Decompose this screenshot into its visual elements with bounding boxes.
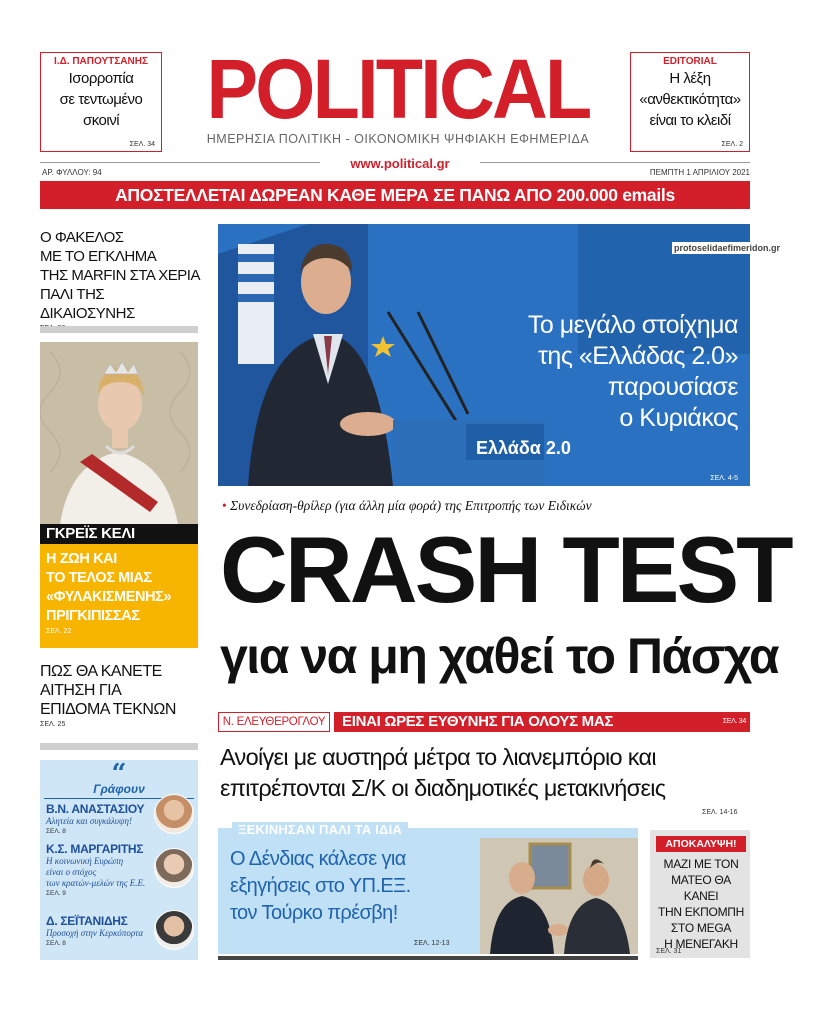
- editorial-line: είναι το κλειδί: [649, 112, 731, 129]
- headline-line: εξηγήσεις στο ΥΠ.ΕΞ.: [230, 875, 411, 897]
- columnist-item[interactable]: [46, 842, 156, 897]
- dendias-story[interactable]: [218, 822, 638, 954]
- revelation-story[interactable]: [650, 830, 750, 958]
- story-line: «ΦΥΛΑΚΙΣΜΕΝΗΣ»: [46, 589, 172, 605]
- story-line: ΤΗΣ MARFIN ΣΤΑ ΧΕΡΙΑ: [40, 267, 200, 284]
- columnist-title: είναι ο στόχος: [46, 867, 97, 877]
- headline-line: ΜΑΤΕΟ ΘΑ ΚΑΝΕΙ: [671, 873, 731, 903]
- caption-line: της «Ελλάδας 2.0»: [538, 342, 738, 370]
- headline-line: Ο Δένδιας κάλεσε για: [230, 848, 406, 870]
- caption-line: Το μεγάλο στοίχημα: [527, 311, 738, 339]
- teaser-author: Ι.Δ. ΠΑΠΟΥΤΣΑΝΗΣ: [54, 56, 148, 67]
- avatar: [154, 848, 194, 888]
- child-benefit-story[interactable]: [40, 662, 200, 728]
- headline-line: τον Τούρκο πρέσβη!: [230, 902, 398, 924]
- masthead-logo[interactable]: POLITICAL: [206, 42, 590, 136]
- deck-line: επιτρέπονται Σ/Κ οι διαδημοτικές μετακινήσεις: [220, 775, 666, 801]
- columnist-item[interactable]: [46, 802, 156, 835]
- page-ref: ΣΕΛ. 22: [46, 628, 72, 635]
- columnists-box: [40, 760, 198, 960]
- story-line: ΕΠΙΔΟΜΑ ΤΕΚΝΩΝ: [40, 701, 176, 718]
- teaser-line: σε τεντωμένο: [59, 91, 143, 108]
- headline-line: ΣΤΟ MEGA: [670, 921, 732, 935]
- story-line: ΠΩΣ ΘΑ ΚΑΝΕΤΕ: [40, 663, 162, 680]
- teaser-line: σκοινί: [82, 112, 120, 129]
- main-headline-secondary[interactable]: για να μη χαθεί το Πάσχα: [220, 628, 779, 684]
- columnist-item[interactable]: [46, 914, 156, 947]
- page-ref: ΣΕΛ. 9: [46, 890, 66, 897]
- column-divider: [40, 326, 198, 333]
- bottom-rule: [218, 956, 638, 960]
- column-divider: [40, 743, 198, 750]
- headline-line: ΤΗΝ ΕΚΠΟΜΠΗ: [657, 905, 745, 919]
- story-line: ΤΟ ΤΕΛΟΣ ΜΙΑΣ: [46, 570, 152, 586]
- caption-line: ο Κυριάκος: [619, 404, 738, 432]
- page-ref: ΣΕΛ. 25: [40, 721, 66, 728]
- main-headline[interactable]: CRASH TEST: [220, 517, 791, 622]
- distribution-banner: ΑΠΟΣΤΕΛΛΕΤΑΙ ΔΩΡΕΑΝ ΚΑΘΕ ΜΕΡΑ ΣΕ ΠΑΝΩ ΑΠΟ 200.000 emails: [40, 181, 750, 209]
- masthead-tagline: ΗΜΕΡΗΣΙΑ ΠΟΛΙΤΙΚΗ - ΟΙΚΟΝΟΜΙΚΗ ΨΗΦΙΑΚΗ ΕΦΗΜΕΡΙΔΑ: [206, 132, 590, 146]
- bullet-icon: •: [222, 498, 227, 513]
- story-line: Ο ΦΑΚΕΛΟΣ: [40, 229, 124, 246]
- opinion-bar[interactable]: [218, 712, 750, 732]
- deck-line: Ανοίγει με αυστηρά μέτρα το λιανεμπόριο και: [220, 744, 656, 770]
- subdeck: [222, 498, 592, 514]
- page-ref: ΣΕΛ. 31: [656, 948, 682, 955]
- page-ref: ΣΕΛ. 34: [129, 141, 155, 148]
- page-ref: ΣΕΛ. 12-13: [414, 940, 450, 947]
- site-url-link[interactable]: www.political.gr: [350, 156, 450, 171]
- revelation-kicker: ΑΠΟΚΑΛΥΨΗ!: [656, 836, 746, 852]
- page-ref: ΣΕΛ. 4-5: [710, 475, 738, 482]
- columnist-title: των κρατών-μελών της Ε.Ε.: [46, 878, 146, 888]
- photo-headline: [528, 310, 738, 434]
- grace-kelly-story[interactable]: [40, 544, 198, 648]
- columnist-title: Προσοχή στην Κερκόπορτα: [46, 928, 144, 938]
- page-ref: ΣΕΛ. 2: [721, 141, 743, 148]
- top-right-editorial[interactable]: [630, 52, 750, 152]
- header-rule: [40, 162, 320, 163]
- columnist-name: Κ.Σ. ΜΑΡΓΑΡΙΤΗΣ: [46, 842, 144, 856]
- dendias-headline: [230, 846, 480, 927]
- dendias-photo: [480, 838, 638, 954]
- opinion-title: [334, 712, 750, 732]
- opinion-author: Ν. ΕΛΕΥΘΕΡΟΓΛΟΥ: [218, 712, 330, 732]
- main-photo[interactable]: [218, 224, 750, 486]
- editorial-kicker: EDITORIAL: [663, 56, 717, 67]
- issue-date: ΠΕΜΠΤΗ 1 ΑΠΡΙΛΙΟΥ 2021: [649, 168, 750, 177]
- story-line: ΜΕ ΤΟ ΕΓΚΛΗΜΑ: [40, 248, 157, 265]
- grace-kelly-label: ΓΚΡΕΪΣ ΚΕΛΙ: [40, 524, 198, 544]
- page-ref: ΣΕΛ. 8: [46, 828, 66, 835]
- site-watermark: protoselidaefimeridon.gr: [674, 243, 781, 253]
- columnist-name: Β.Ν. ΑΝΑΣΤΑΣΙΟΥ: [46, 802, 145, 816]
- opinion-title-text: ΕΙΝΑΙ ΩΡΕΣ ΕΥΘΥΝΗΣ ΓΙΑ ΟΛΟΥΣ ΜΑΣ: [342, 713, 614, 730]
- avatar: [154, 910, 194, 950]
- editorial-line: Η λέξη: [669, 70, 711, 87]
- headline-line: ΜΑΖΙ ΜΕ ΤΟΝ: [663, 857, 739, 871]
- grace-kelly-photo[interactable]: [40, 342, 198, 524]
- columnist-title: Η κοινωνική Ευρώπη: [46, 856, 124, 866]
- issue-number: ΑΡ. ΦΥΛΛΟΥ: 94: [42, 168, 102, 177]
- story-line: ΠΡΙΓΚΙΠΙΣΣΑΣ: [46, 608, 140, 624]
- header-rule: [480, 162, 750, 163]
- story-line: ΠΑΛΙ ΤΗΣ ΔΙΚΑΙΟΣΥΝΗΣ: [40, 286, 135, 322]
- story-line: Η ΖΩΗ ΚΑΙ: [46, 551, 117, 567]
- columnists-heading: Γράφουν: [93, 782, 145, 796]
- top-left-teaser[interactable]: [40, 52, 162, 152]
- marfin-story[interactable]: [40, 228, 200, 332]
- editorial-line: «ανθεκτικότητα»: [639, 91, 741, 108]
- teaser-line: Ισορροπία: [68, 70, 134, 87]
- story-line: ΑΙΤΗΣΗ ΓΙΑ: [40, 682, 122, 699]
- secondary-deck[interactable]: [220, 742, 750, 804]
- handshake-illustration: [480, 838, 638, 954]
- page-ref: ΣΕΛ. 14-16: [702, 809, 738, 816]
- columnist-name: Δ. ΣΕΪΤΑΝΙΔΗΣ: [46, 914, 128, 928]
- subdeck-text: Συνεδρίαση-θρίλερ (για άλλη μία φορά) της Επιτροπής των Ειδικών: [230, 498, 592, 513]
- page-ref: ΣΕΛ. 34: [722, 718, 746, 725]
- columnist-title: Αλητεία και συγκάλυψη!: [46, 816, 132, 826]
- quote-icon: “: [111, 759, 127, 789]
- avatar: [154, 794, 194, 834]
- portrait-illustration: [40, 342, 198, 524]
- page-ref: ΣΕΛ. 8: [46, 940, 66, 947]
- revelation-headline: [654, 856, 748, 952]
- headline-line: Η ΜΕΝΕΓΑΚΗ: [664, 937, 738, 951]
- caption-line: παρουσίασε: [607, 373, 738, 401]
- podium-logo: Ελλάδα 2.0: [476, 438, 571, 458]
- dendias-kicker: ΞΕΚΙΝΗΣΑΝ ΠΑΛΙ ΤΑ ΙΔΙΑ: [232, 822, 408, 838]
